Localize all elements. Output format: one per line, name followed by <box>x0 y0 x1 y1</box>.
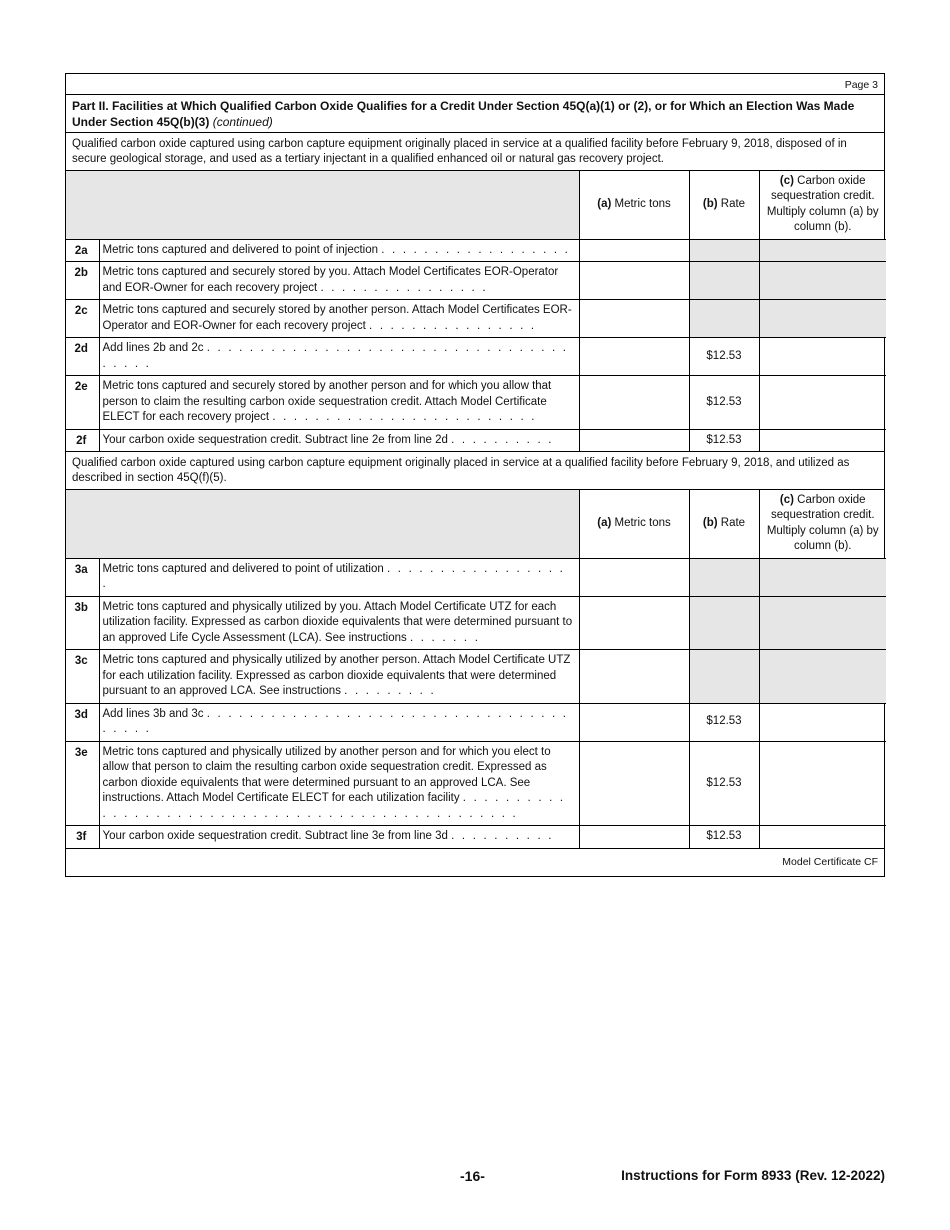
line-row-2f <box>66 429 886 451</box>
metric-tons-input-3a[interactable] <box>579 558 689 596</box>
line-label: Your carbon oxide sequestration credit. Subtract line 2e from line 2d <box>102 433 448 446</box>
section-2-table <box>66 171 886 451</box>
line-label: Metric tons captured and physically utilized by you. Attach Model Certificate UTZ for each utilization facility. Expressed as carbon dioxide equivalents that were determined pursuant to an approved Life Cycle Assessment (LCA). See instructions <box>102 600 573 644</box>
line-row-3f <box>66 826 886 848</box>
document-title: Instructions for Form 8933 (Rev. 12-2022) <box>621 1168 885 1183</box>
form-footer: Model Certificate CF <box>66 848 884 876</box>
page-number: -16- <box>460 1168 485 1184</box>
rate-cell-2a <box>689 239 759 262</box>
credit-input-2d[interactable] <box>759 338 886 376</box>
rate-cell-3e: $12.53 <box>689 741 759 826</box>
line-description <box>99 239 579 262</box>
part-title-suffix: (continued) <box>212 115 273 129</box>
line-label: Metric tons captured and securely stored by another person. Attach Model Certificates EOR-Operator and EOR-Owner for each recovery project <box>102 304 572 332</box>
line-number: 2a <box>66 239 99 262</box>
section-3-table <box>66 490 886 848</box>
dot-leader: . . . . . . . . . . . . . . . . . . . . . . . . . <box>272 411 537 423</box>
line-label: Metric tons captured and delivered to point of injection <box>102 243 379 256</box>
line-label: Add lines 2b and 2c <box>102 342 204 354</box>
line-label: Your carbon oxide sequestration credit. Subtract line 3e from line 3d <box>102 830 448 842</box>
line-number: 3b <box>66 596 99 650</box>
line-number: 3e <box>66 741 99 826</box>
metric-tons-input-2a[interactable] <box>579 239 689 262</box>
column-a-header: (a) Metric tons <box>579 490 689 558</box>
header-blank-cell <box>66 490 579 558</box>
metric-tons-input-3f[interactable] <box>579 826 689 848</box>
metric-tons-input-2c[interactable] <box>579 300 689 338</box>
credit-input-2f[interactable] <box>759 429 886 451</box>
line-number: 2f <box>66 429 99 451</box>
line-row-2e <box>66 376 886 430</box>
rate-cell-2d: $12.53 <box>689 338 759 376</box>
line-row-3e <box>66 741 886 826</box>
dot-leader: . . . . . . . <box>409 631 481 644</box>
credit-input-2a <box>759 239 886 262</box>
line-description <box>99 741 579 826</box>
rate-cell-2e: $12.53 <box>689 376 759 430</box>
credit-input-2b <box>759 262 886 300</box>
rate-cell-2f: $12.53 <box>689 429 759 451</box>
metric-tons-input-2e[interactable] <box>579 376 689 430</box>
line-number: 3a <box>66 558 99 596</box>
column-c-header: (c) Carbon oxide sequestration credit. Multiply column (a) by column (b). <box>759 171 886 239</box>
part-title <box>66 95 884 133</box>
credit-input-3f[interactable] <box>759 826 886 848</box>
section-3-description: Qualified carbon oxide captured using carbon capture equipment originally placed in service at a qualified facility before February 9, 2018, and utilized as described in section 45Q(f)(5). <box>66 451 884 490</box>
line-label: Metric tons captured and securely stored by another person and for which you allow that person to claim the resulting carbon oxide sequestration credit. Attach Model Certificate ELECT for each recovery project <box>102 380 552 423</box>
line-description <box>99 376 579 430</box>
line-description <box>99 262 579 300</box>
dot-leader: . . . . . . . . . <box>344 685 436 697</box>
rate-cell-3a <box>689 558 759 596</box>
model-certificate-form <box>65 73 885 877</box>
metric-tons-input-3b[interactable] <box>579 596 689 650</box>
rate-cell-3c <box>689 650 759 704</box>
line-number: 2d <box>66 338 99 376</box>
rate-cell-2b <box>689 262 759 300</box>
credit-input-3d[interactable] <box>759 703 886 741</box>
line-description <box>99 429 579 451</box>
line-label: Metric tons captured and physically utilized by another person. Attach Model Certificate UTZ for each utilization facility. Expressed as carbon dioxide equivalents that were determined pursuant to an approved LCA. See instructions <box>102 654 571 697</box>
dot-leader: . . . . . . . . . . . . . . . . . . . . . . . . . . . . . . . . . . . . . . . <box>102 707 569 735</box>
line-label: Metric tons captured and securely stored by you. Attach Model Certificates EOR-Operator and EOR-Owner for each recovery project <box>102 266 559 294</box>
column-c-header: (c) Carbon oxide sequestration credit. Multiply column (a) by column (b). <box>759 490 886 558</box>
line-row-3a <box>66 558 886 596</box>
credit-input-2c <box>759 300 886 338</box>
line-number: 2e <box>66 376 99 430</box>
line-description <box>99 558 579 596</box>
line-description <box>99 826 579 848</box>
dot-leader: . . . . . . . . . . <box>451 433 554 446</box>
line-row-2b <box>66 262 886 300</box>
column-b-header: (b) Rate <box>689 171 759 239</box>
metric-tons-input-2d[interactable] <box>579 338 689 376</box>
credit-input-2e[interactable] <box>759 376 886 430</box>
line-number: 2b <box>66 262 99 300</box>
section-2-header-row <box>66 171 886 239</box>
credit-input-3b <box>759 596 886 650</box>
metric-tons-input-3d[interactable] <box>579 703 689 741</box>
line-number: 3f <box>66 826 99 848</box>
section-3-header-row <box>66 490 886 558</box>
line-row-3d <box>66 703 886 741</box>
part-title-text: Part II. Facilities at Which Qualified Carbon Oxide Qualifies for a Credit Under Section 45Q(a)(1) or (2), or for Which an Election Was Made Under Section 45Q(b)(3) <box>72 99 855 129</box>
line-description <box>99 703 579 741</box>
column-a-header: (a) Metric tons <box>579 171 689 239</box>
line-description <box>99 300 579 338</box>
metric-tons-input-2b[interactable] <box>579 262 689 300</box>
credit-input-3e[interactable] <box>759 741 886 826</box>
rate-cell-2c <box>689 300 759 338</box>
line-row-2d <box>66 338 886 376</box>
line-description <box>99 596 579 650</box>
line-row-2a <box>66 239 886 262</box>
line-label: Metric tons captured and delivered to point of utilization <box>102 562 384 575</box>
line-number: 2c <box>66 300 99 338</box>
line-label: Add lines 3b and 3c <box>102 707 204 720</box>
dot-leader: . . . . . . . . . . . . . . . . <box>320 281 488 294</box>
line-description <box>99 338 579 376</box>
line-row-3b <box>66 596 886 650</box>
rate-cell-3b <box>689 596 759 650</box>
rate-cell-3d: $12.53 <box>689 703 759 741</box>
page-label: Page 3 <box>66 74 884 95</box>
credit-input-3c <box>759 650 886 704</box>
dot-leader: . . . . . . . . . . . . . . . . <box>369 319 537 332</box>
line-row-2c <box>66 300 886 338</box>
credit-input-3a <box>759 558 886 596</box>
line-row-3c <box>66 650 886 704</box>
section-2-description: Qualified carbon oxide captured using carbon capture equipment originally placed in service at a qualified facility before February 9, 2018, disposed of in secure geological storage, and used as a tertiary injectant in a qualified enhanced oil or natural gas recovery project. <box>66 133 884 171</box>
dot-leader: . . . . . . . . . . <box>451 830 554 842</box>
rate-cell-3f: $12.53 <box>689 826 759 848</box>
metric-tons-input-3c[interactable] <box>579 650 689 704</box>
dot-leader: . . . . . . . . . . . . . . . . . . <box>381 243 571 256</box>
dot-leader: . . . . . . . . . . . . . . . . . . . . . . . . . . . . . . . . . . . . . . . <box>102 342 569 370</box>
column-b-header: (b) Rate <box>689 490 759 558</box>
header-blank-cell <box>66 171 579 239</box>
line-label: Metric tons captured and physically utilized by another person and for which you elect to allow that person to claim the resulting carbon oxide sequestration credit. Expressed as carbon dioxide equivalents that were determined pursuant to an approved LCA. See instructions. Attach Model Certificate ELECT for each utilization facility <box>102 745 551 804</box>
line-number: 3c <box>66 650 99 704</box>
metric-tons-input-3e[interactable] <box>579 741 689 826</box>
line-number: 3d <box>66 703 99 741</box>
dot-leader: . . . . . . . . . . . . . . . . . . . . . . . . . . . . . . . . . . . . . . . . . . . . . . . . . <box>102 792 566 820</box>
metric-tons-input-2f[interactable] <box>579 429 689 451</box>
dot-leader: . . . . . . . . . . . . . . . . . . <box>102 562 566 590</box>
line-description <box>99 650 579 704</box>
